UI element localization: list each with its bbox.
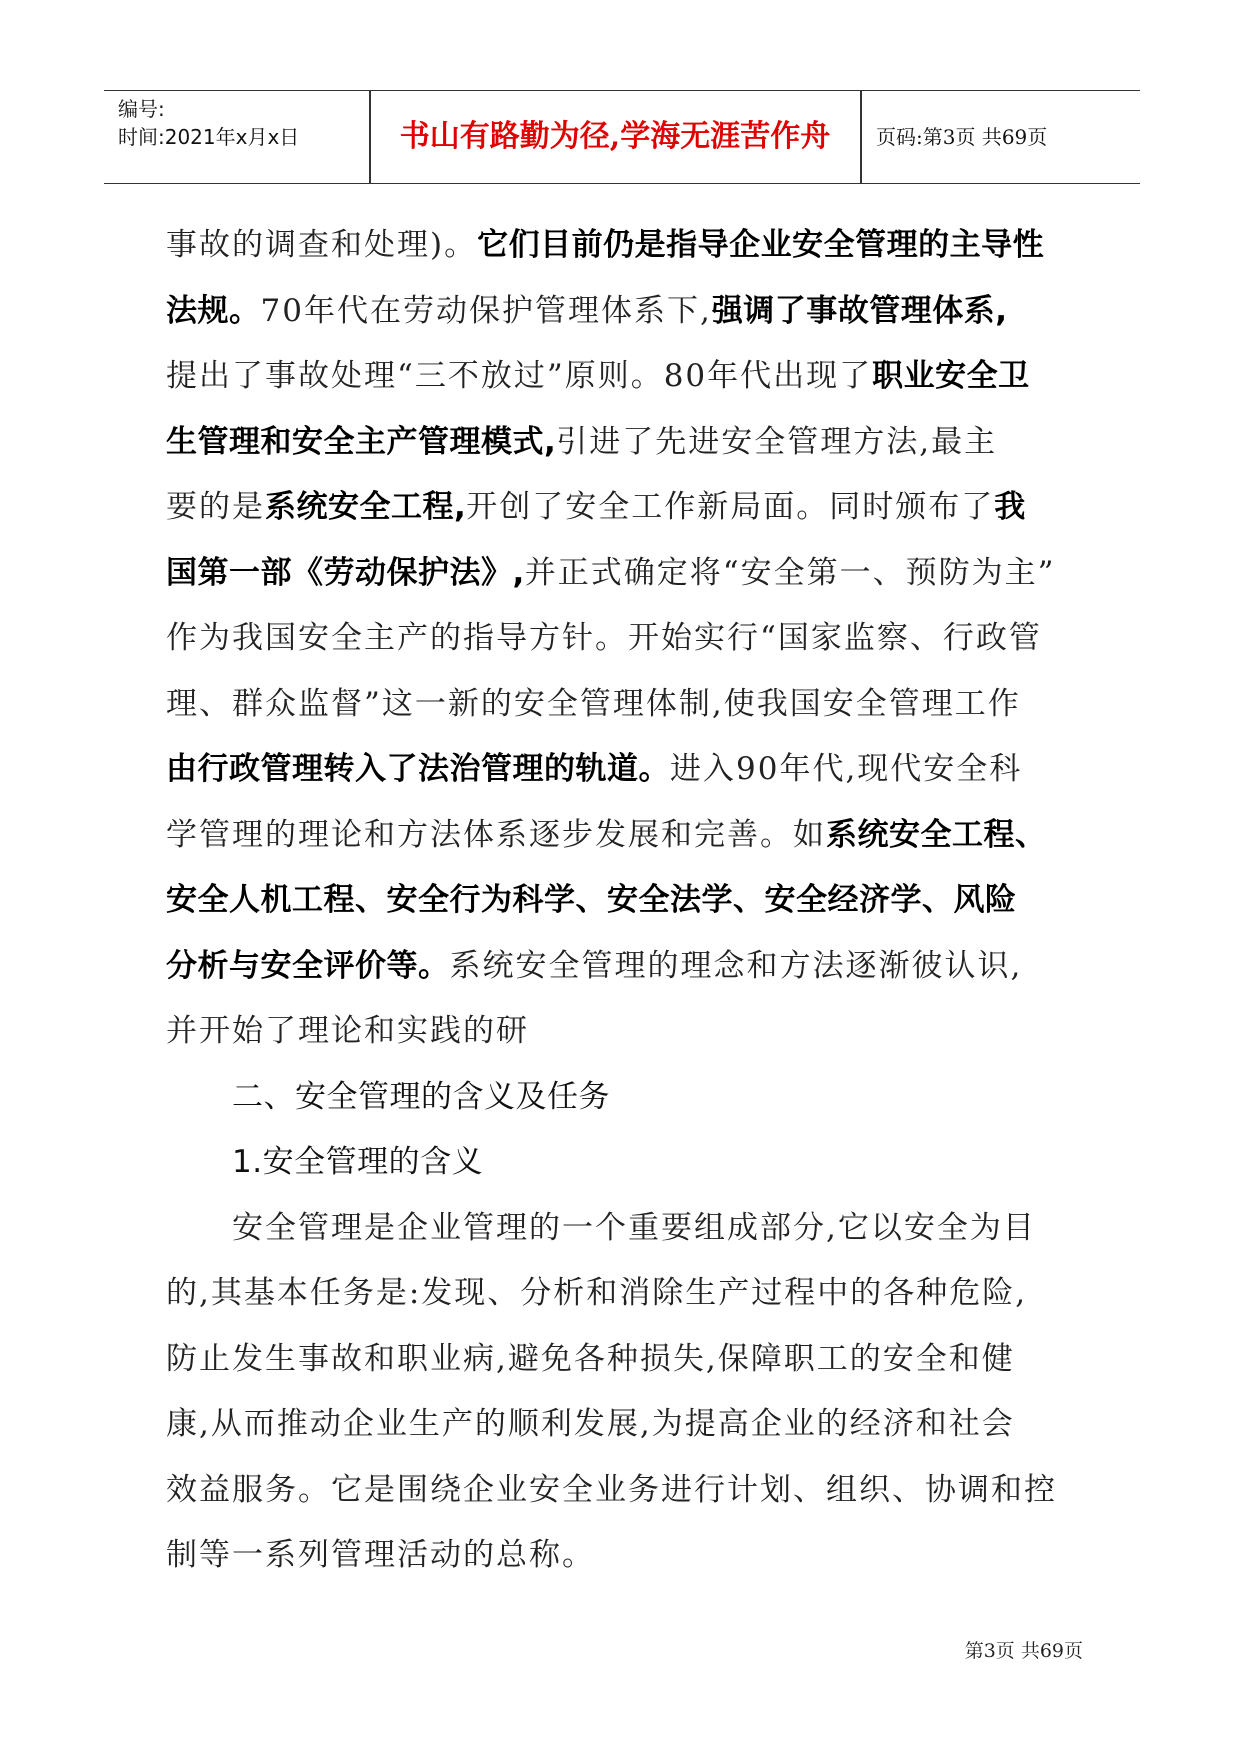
text-line (166, 677, 1081, 743)
text-run: 并开始了理论和实践的研 (166, 1013, 529, 1049)
text-run: 引进了先进安全管理方法,最主 (556, 423, 998, 460)
bold-run: 由行政管理转入了法治管理的轨道。 (166, 751, 670, 787)
subsection-heading: 1.安全管理的含义 (232, 1144, 484, 1180)
text-run: 作为我国安全主产的指导方针。开始实行“国家监察、行政管 (166, 620, 1042, 656)
document-body (166, 218, 1081, 1594)
bold-run: 系统安全工程、 (826, 816, 1047, 853)
text-run: 开创了安全工作新局面。同时颁布了 (466, 489, 995, 525)
text-line (166, 349, 1081, 415)
text-run: 系统安全管理的理念和方法逐渐彼认识, (449, 947, 1023, 984)
text-line (166, 808, 1081, 874)
text-line (166, 1004, 1081, 1070)
text-line: 安全管理是企业管理的一个重要组成部分,它以安全为目 (232, 1209, 1036, 1246)
header-motto: 书山有路勤为径,学海无涯苦作舟 (399, 119, 831, 154)
bold-run: 系统安全工程, (265, 489, 467, 525)
text-line: 的,其基本任务是:发现、分析和消除生产过程中的各种危险, (166, 1275, 1028, 1311)
text-line (166, 873, 1081, 939)
text-run: 事故的调查和处理)。 (166, 227, 478, 263)
text-line: 制等一系列管理活动的总称。 (166, 1537, 595, 1573)
bold-run: 生管理和安全主产管理模式, (166, 423, 557, 460)
bold-run: 国第一部《劳动保护法》, (166, 554, 525, 591)
bold-run: 职业安全卫 (872, 358, 1030, 394)
text-line (166, 284, 1081, 350)
text-line (166, 415, 1081, 481)
text-line (166, 480, 1081, 546)
page-footer: 第3页 共69页 (964, 1640, 1083, 1662)
header-page-info: 页码:第3页 共69页 (876, 125, 1048, 149)
header-meta (118, 95, 368, 151)
header-divider (860, 91, 862, 183)
header-number-label: 编号: (118, 97, 165, 121)
text-run: 要的是 (166, 489, 265, 525)
text-line (166, 546, 1081, 612)
text-run: 并正式确定将“安全第一、预防为主” (524, 554, 1056, 591)
bold-run: 它们目前仍是指导企业安全管理的主导性 (477, 227, 1045, 263)
text-line (166, 611, 1081, 677)
text-line (166, 218, 1081, 284)
header-date-label: 时间:2021年x月x日 (118, 125, 300, 149)
text-line: 效益服务。它是围绕企业安全业务进行计划、组织、协调和控 (166, 1471, 1057, 1508)
text-run: 70年代在劳动保护管理体系下, (260, 292, 712, 329)
text-line (166, 939, 1081, 1005)
bold-run: 法规。 (166, 292, 261, 329)
text-line (166, 742, 1081, 808)
text-line: 防止发生事故和职业病,避免各种损失,保障职工的安全和健 (166, 1340, 1015, 1377)
text-run: 进入90年代,现代安全科 (670, 751, 1023, 787)
bold-run: 安全人机工程、安全行为科学、安全法学、安全经济学、风险 (166, 882, 1017, 918)
bold-run: 分析与安全评价等。 (166, 947, 450, 984)
text-run: 学管理的理论和方法体系逐步发展和完善。如 (166, 816, 826, 853)
text-run: 理、群众监督”这一新的安全管理体制,使我国安全管理工作 (166, 685, 1021, 722)
bold-run: 强调了事故管理体系, (711, 292, 1008, 329)
text-run: 提出了事故处理“三不放过”原则。80年代出现了 (166, 358, 873, 394)
section-heading: 二、安全管理的含义及任务 (232, 1078, 610, 1115)
bold-run: 我 (994, 489, 1026, 525)
text-line: 康,从而推动企业生产的顺利发展,为提高企业的经济和社会 (166, 1406, 1015, 1442)
page-header (104, 90, 1140, 184)
